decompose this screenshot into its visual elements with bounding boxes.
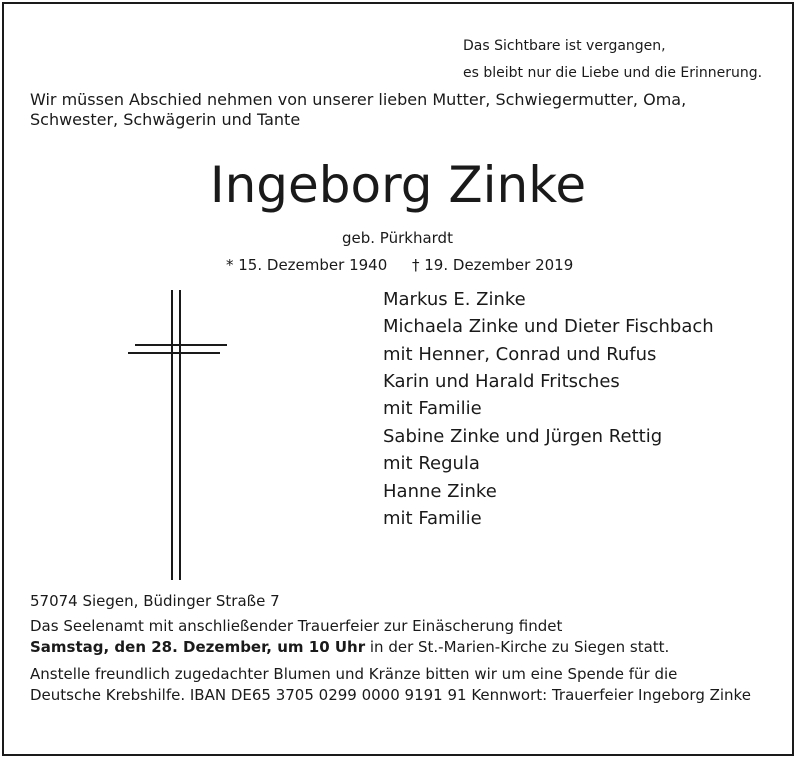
intro-line-1: Wir müssen Abschied nehmen von unserer lieben Mutter, Schwiegermutter, Oma,: [30, 90, 687, 109]
family-line: Hanne Zinke: [383, 481, 497, 502]
family-line: Michaela Zinke und Dieter Fischbach: [383, 316, 714, 337]
family-line: mit Regula: [383, 453, 480, 474]
motto-line-2: es bleibt nur die Liebe und die Erinnerung.: [463, 65, 763, 81]
birth-date: * 15. Dezember 1940: [226, 256, 388, 274]
family-line: mit Familie: [383, 508, 482, 529]
service-place: in der St.-Marien-Kirche zu Siegen statt.: [365, 638, 670, 656]
family-line: Karin und Harald Fritsches: [383, 371, 620, 392]
donation-line-1: Anstelle freundlich zugedachter Blumen und Kränze bitten wir um eine Spende für die: [30, 665, 678, 683]
deceased-name: Ingeborg Zinke: [209, 156, 587, 214]
death-date: † 19. Dezember 2019: [412, 256, 574, 274]
family-line: mit Henner, Conrad und Rufus: [383, 344, 657, 365]
service-line-1: Das Seelenamt mit anschließender Trauerfeier zur Einäscherung findet: [30, 617, 563, 635]
family-line: Markus E. Zinke: [383, 289, 526, 310]
obituary-card: [2, 2, 794, 756]
family-line: mit Familie: [383, 398, 482, 419]
motto-line-1: Das Sichtbare ist vergangen,: [463, 38, 666, 54]
service-date: Samstag, den 28. Dezember, um 10 Uhr: [30, 638, 366, 656]
birth-name: geb. Pürkhardt: [342, 229, 453, 247]
address: 57074 Siegen, Büdinger Straße 7: [30, 592, 280, 610]
intro-line-2: Schwester, Schwägerin und Tante: [30, 110, 301, 129]
family-line: Sabine Zinke und Jürgen Rettig: [383, 426, 663, 447]
service-line-2: [30, 638, 669, 656]
donation-line-2: Deutsche Krebshilfe. IBAN DE65 3705 0299 0000 9191 91 Kennwort: Trauerfeier Ingeborg Zinke: [30, 686, 751, 704]
